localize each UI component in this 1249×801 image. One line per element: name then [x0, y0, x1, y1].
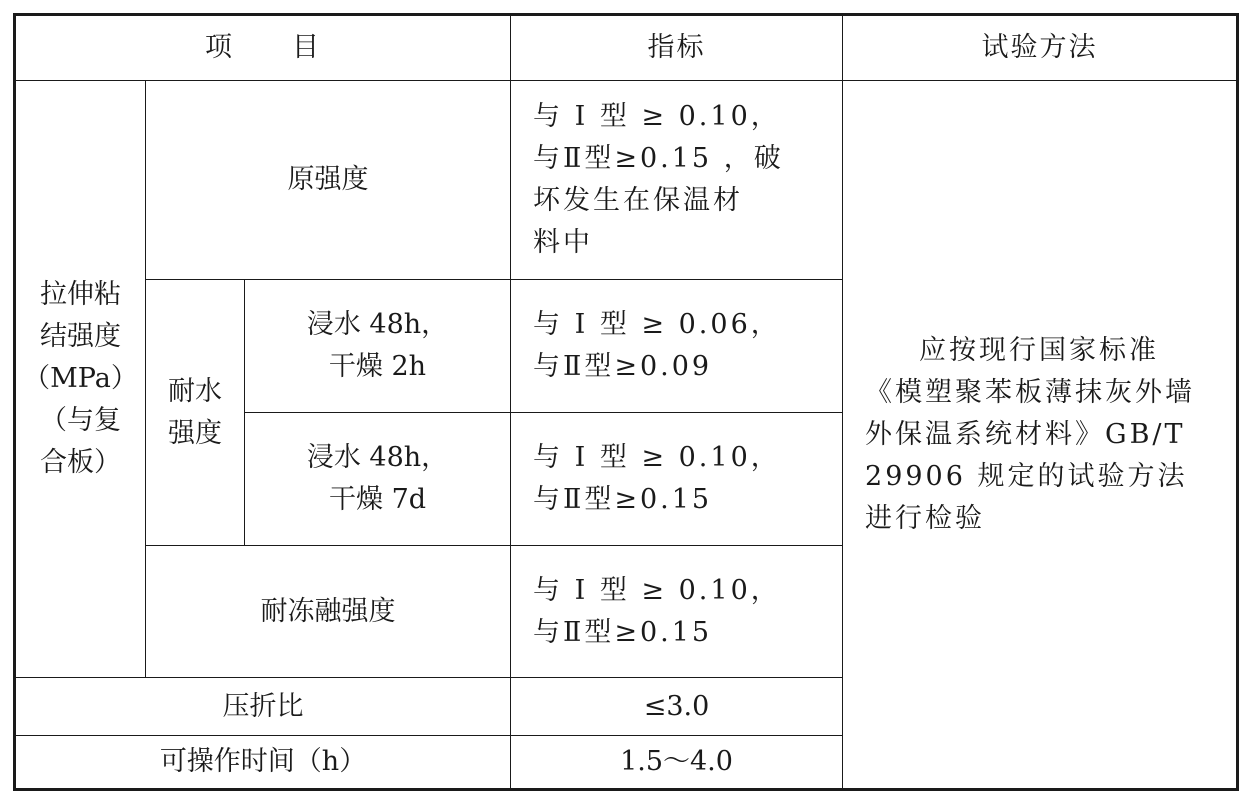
label-original-strength: 原强度: [146, 81, 511, 280]
label-water-48h-dry-7d: 浸水 48h， 干燥 7d: [245, 413, 511, 546]
label-compression-ratio: 压折比: [15, 678, 511, 736]
test-method-text: 应按现行国家标准 《模塑聚苯板薄抹灰外墙 外保温系统材料》GB/T 29906 规定的试验方法 进行检验: [843, 81, 1238, 790]
row-original-strength: [15, 81, 1238, 280]
label-water-48h-dry-2h: 浸水 48h， 干燥 2h: [245, 280, 511, 413]
indicator-freeze-thaw: 与 Ⅰ 型 ≥ 0.10， 与Ⅱ型≥0.15: [511, 546, 843, 678]
header-item: 项 目: [15, 15, 511, 81]
indicator-original-strength: 与 Ⅰ 型 ≥ 0.10， 与Ⅱ型≥0.15 ，破 坏发生在保温材 料中: [511, 81, 843, 280]
header-row: [15, 15, 1238, 81]
spec-table: [13, 13, 1239, 791]
header-method: 试验方法: [843, 15, 1238, 81]
label-water-resistance: 耐水 强度: [146, 280, 245, 546]
indicator-operable-time: 1.5～4.0: [511, 736, 843, 790]
header-indicator: 指标: [511, 15, 843, 81]
label-freeze-thaw: 耐冻融强度: [146, 546, 511, 678]
group-label-tensile-bond: 拉伸粘 结强度 （MPa） （与复 合板）: [15, 81, 146, 678]
indicator-water-48h-dry-2h: 与 Ⅰ 型 ≥ 0.06， 与Ⅱ型≥0.09: [511, 280, 843, 413]
indicator-compression-ratio: ≤3.0: [511, 678, 843, 736]
indicator-water-48h-dry-7d: 与 Ⅰ 型 ≥ 0.10， 与Ⅱ型≥0.15: [511, 413, 843, 546]
label-operable-time: 可操作时间（h）: [15, 736, 511, 790]
